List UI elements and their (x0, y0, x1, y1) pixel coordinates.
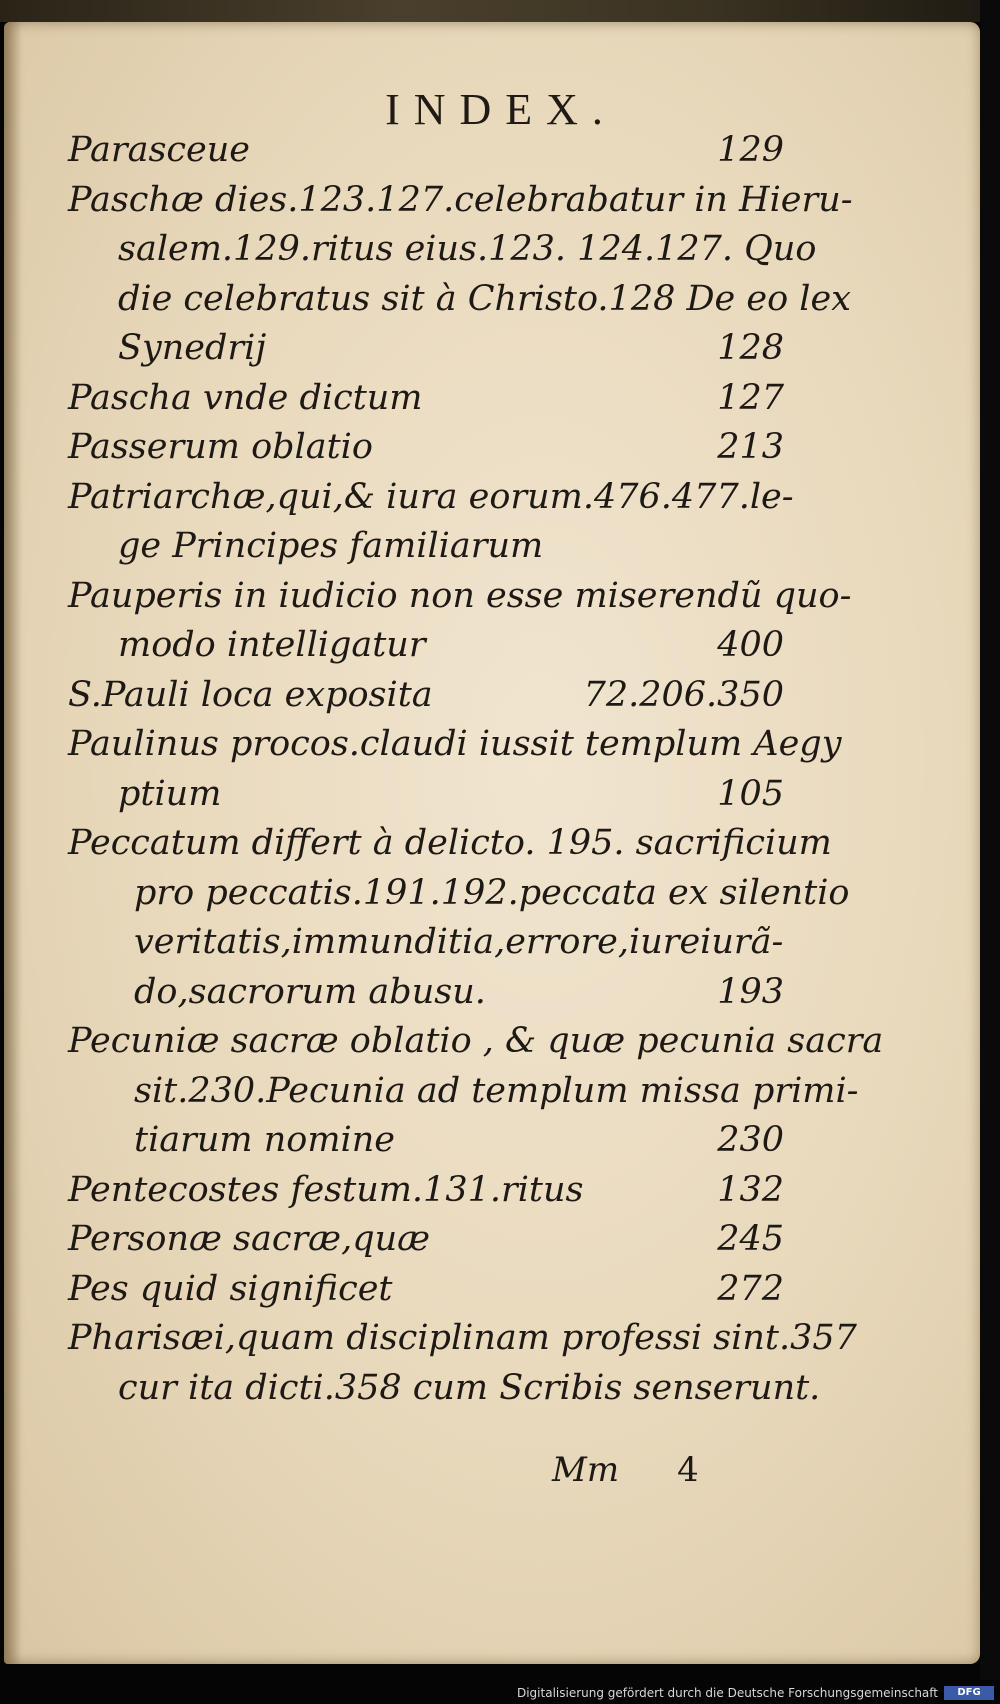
signature-mark: 4 (677, 1450, 699, 1490)
index-entry-line (4, 1116, 980, 1164)
index-entry-line (4, 671, 980, 719)
entry-page-number: 230 (717, 1120, 784, 1160)
entry-text: Synedrij (118, 328, 267, 368)
entry-page-number: 72.206.350 (583, 675, 784, 715)
entry-page-number: 127 (717, 378, 784, 418)
index-entry-line (4, 324, 980, 372)
entry-page-number: 245 (717, 1219, 784, 1259)
index-entry-line (4, 770, 980, 818)
entry-page-number: 272 (717, 1269, 784, 1309)
entry-text: ge Principes familiarum (118, 526, 544, 566)
index-entry-line (4, 522, 980, 570)
entry-page-number: 193 (717, 972, 784, 1012)
entry-text: ptium (118, 774, 222, 814)
index-entry-line (4, 275, 980, 323)
index-entry-line (4, 225, 980, 273)
index-entry-line (4, 869, 980, 917)
index-entry-line (4, 1265, 980, 1313)
entry-page-number: 128 (717, 328, 784, 368)
entry-text: Pentecostes festum.131.ritus (68, 1170, 584, 1210)
entry-text: veritatis,immunditia,errore,iureiurã- (134, 922, 784, 962)
entry-text: Patriarchæ,qui,& iura eorum.476.477.le- (68, 477, 794, 517)
entry-text: Passerum oblatio (68, 427, 373, 467)
entry-text: modo intelligatur (118, 625, 426, 665)
entry-text: salem.129.ritus eius.123. 124.127. Quo (118, 229, 817, 269)
scan-background (980, 0, 1000, 1680)
index-entry-line (4, 918, 980, 966)
entry-text: die celebratus sit à Christo.128 De eo lex (118, 279, 851, 319)
entry-page-number: 105 (717, 774, 784, 814)
index-entry-line (4, 1067, 980, 1115)
index-entry-line (4, 1017, 980, 1065)
entry-text: pro peccatis.191.192.peccata ex silentio (134, 873, 850, 913)
entry-text: Pecuniæ sacræ oblatio , & quæ pecunia sacra (68, 1021, 884, 1061)
index-entry-line (4, 176, 980, 224)
entry-text: Paschæ dies.123.127.celebrabatur in Hieru- (68, 180, 853, 220)
page-header: INDEX. (385, 85, 617, 134)
index-entry-line (4, 720, 980, 768)
entry-page-number: 213 (717, 427, 784, 467)
index-entry-line (4, 572, 980, 620)
index-entry-line (4, 473, 980, 521)
entry-text: Paulinus procos.claudi iussit templum Aegy (68, 724, 842, 764)
index-entry-line (4, 374, 980, 422)
entry-text: Pauperis in iudicio non esse miserendũ quo- (68, 576, 852, 616)
entry-page-number: 400 (717, 625, 784, 665)
book-top-edge (0, 0, 1000, 22)
index-entry-line (4, 126, 980, 174)
index-entry-line (4, 621, 980, 669)
catchword (552, 1450, 699, 1490)
index-entry-line (4, 968, 980, 1016)
catchword-word: Mm (552, 1450, 620, 1490)
entry-text: Parasceue (68, 130, 250, 170)
index-entry-line (4, 1215, 980, 1263)
book-page (4, 22, 980, 1664)
entry-page-number: 132 (717, 1170, 784, 1210)
entry-text: Pascha vnde dictum (68, 378, 423, 418)
index-entry-line (4, 819, 980, 867)
index-entry-line (4, 423, 980, 471)
index-entry-line (4, 1166, 980, 1214)
dfg-logo: DFG (944, 1686, 994, 1700)
entry-text: cur ita dicti.358 cum Scribis senserunt. (118, 1368, 821, 1408)
entry-text: Pharisæi,quam disciplinam professi sint.357 (68, 1318, 857, 1358)
digitization-credit: Digitalisierung gefördert durch die Deutsche Forschungsgemeinschaft (516, 1686, 938, 1700)
index-entry-line (4, 1314, 980, 1362)
entry-text: Pes quid significet (68, 1269, 393, 1309)
entry-text: do,sacrorum abusu. (134, 972, 486, 1012)
entry-text: Personæ sacræ,quæ (68, 1219, 431, 1259)
entry-page-number: 129 (717, 130, 784, 170)
index-entry-line (4, 1364, 980, 1412)
entry-text: S.Pauli loca exposita (68, 675, 433, 715)
entry-text: Peccatum differt à delicto. 195. sacrificium (68, 823, 832, 863)
entry-text: sit.230.Pecunia ad templum missa primi- (134, 1071, 859, 1111)
entry-text: tiarum nomine (134, 1120, 395, 1160)
